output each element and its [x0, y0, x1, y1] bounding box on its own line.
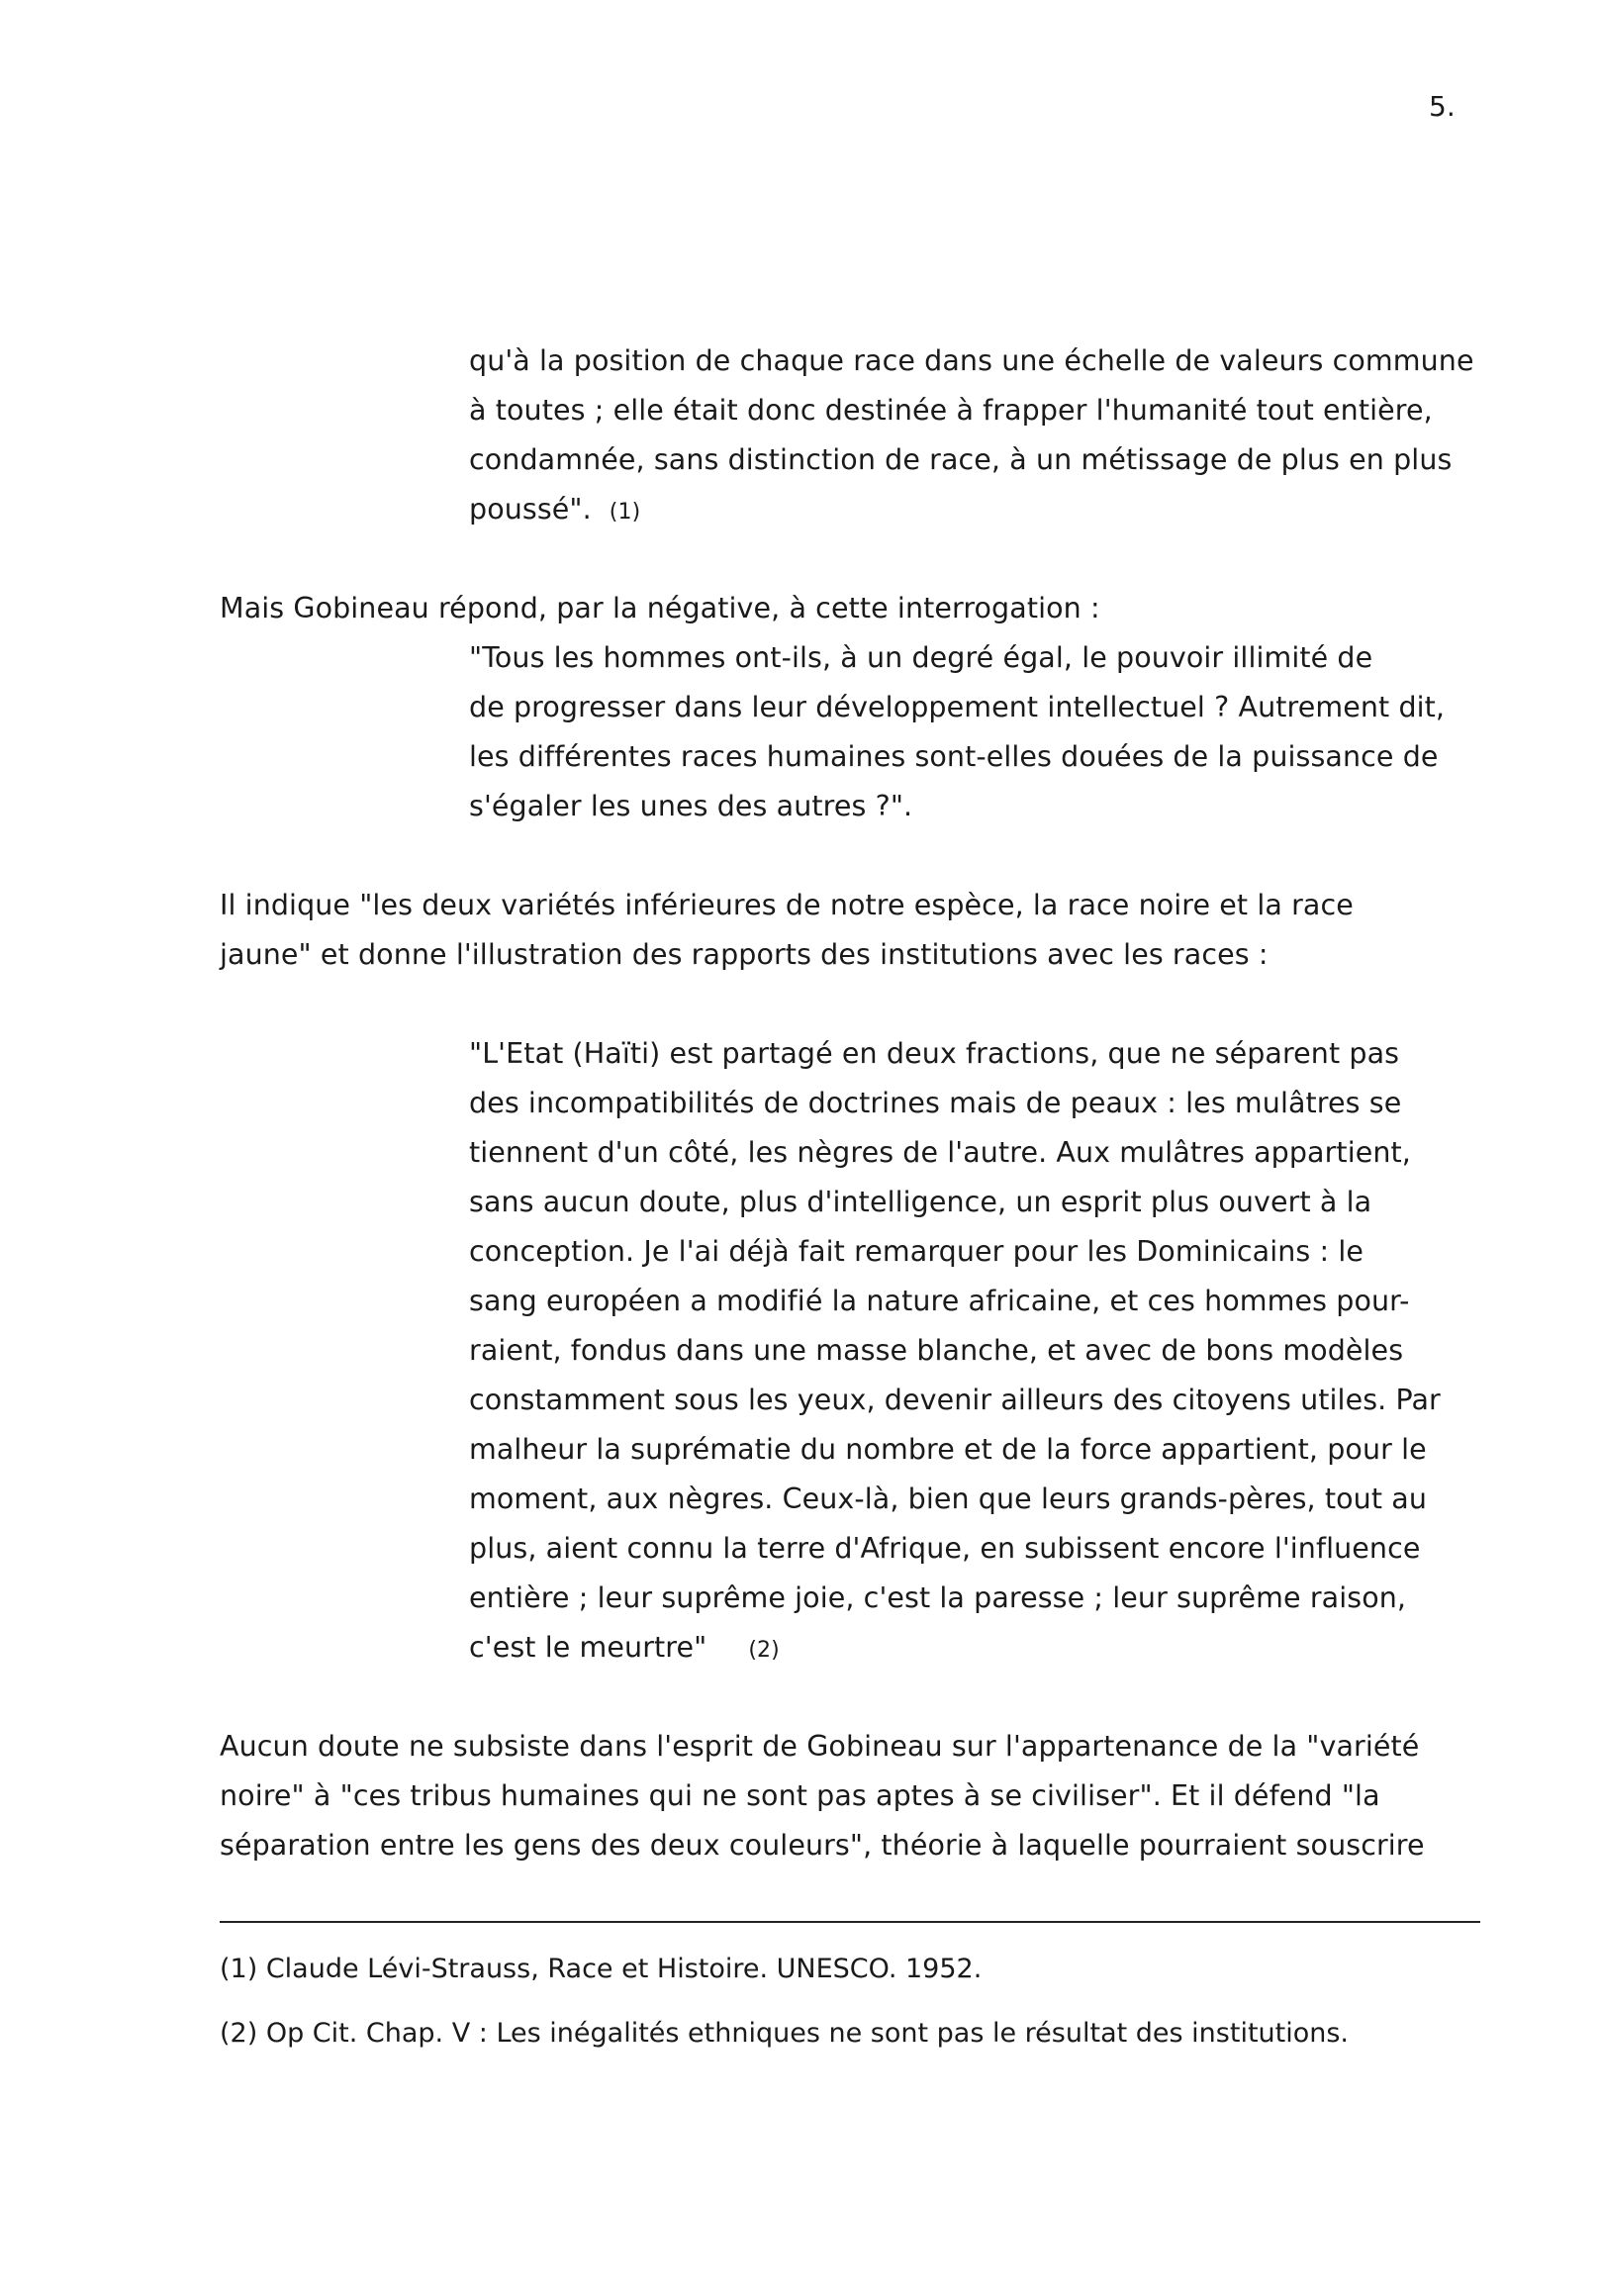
- paragraph-line: séparation entre les gens des deux couleurs", théorie à laquelle pourraient souscrire: [220, 1829, 1425, 1862]
- quote-line: tiennent d'un côté, les nègres de l'autre. Aux mulâtres appartient,: [469, 1136, 1411, 1169]
- quote-line-last: [469, 1628, 780, 1671]
- quote-line-text: poussé".: [469, 493, 592, 526]
- quote-line: qu'à la position de chaque race dans une échelle de valeurs commune: [469, 344, 1474, 377]
- quote-line: plus, aient connu la terre d'Afrique, en subissent encore l'influence: [469, 1532, 1421, 1565]
- quote-line: constamment sous les yeux, devenir ailleurs des citoyens utiles. Par: [469, 1384, 1441, 1416]
- quote-line: raient, fondus dans une masse blanche, et avec de bons modèles: [469, 1334, 1404, 1367]
- quote-line: sang européen a modifié la nature africaine, et ces hommes pour-: [469, 1285, 1410, 1317]
- paragraph-line: noire" à "ces tribus humaines qui ne sont pas aptes à se civiliser". Et il défend "la: [220, 1779, 1380, 1812]
- quote-line: de progresser dans leur développement intellectuel ? Autrement dit,: [469, 691, 1446, 723]
- quote-line: condamnée, sans distinction de race, à un métissage de plus en plus: [469, 443, 1453, 476]
- quote-line: des incompatibilités de doctrines mais de peaux : les mulâtres se: [469, 1087, 1402, 1119]
- footnote-ref-2: (2): [748, 1638, 780, 1663]
- paragraph-line: Aucun doute ne subsiste dans l'esprit de Gobineau sur l'appartenance de la "variété: [220, 1730, 1420, 1763]
- quote-line: "L'Etat (Haïti) est partagé en deux fractions, que ne séparent pas: [469, 1037, 1400, 1070]
- paragraph-intro-question: Mais Gobineau répond, par la négative, à cette interrogation :: [220, 592, 1100, 624]
- quote-line: à toutes ; elle était donc destinée à frapper l'humanité tout entière,: [469, 394, 1433, 427]
- quote-line: entière ; leur suprême joie, c'est la paresse ; leur suprême raison,: [469, 1581, 1407, 1614]
- quote-line: moment, aux nègres. Ceux-là, bien que leurs grands-pères, tout au: [469, 1483, 1427, 1515]
- quote-line: s'égaler les unes des autres ?".: [469, 790, 913, 822]
- quote-line: les différentes races humaines sont-elles douées de la puissance de: [469, 740, 1439, 773]
- quote-line: conception. Je l'ai déjà fait remarquer pour les Dominicains : le: [469, 1235, 1364, 1268]
- quote-line: "Tous les hommes ont-ils, à un degré égal, le pouvoir illimité de: [469, 641, 1373, 674]
- footnote-ref-1: (1): [609, 500, 641, 525]
- footnote-1: (1) Claude Lévi-Strauss, Race et Histoire. UNESCO. 1952.: [220, 1954, 983, 1984]
- paragraph-line: Il indique "les deux variétés inférieures de notre espèce, la race noire et la race: [220, 889, 1354, 921]
- quote-line: sans aucun doute, plus d'intelligence, un esprit plus ouvert à la: [469, 1186, 1372, 1218]
- page-number: 5.: [1429, 90, 1456, 123]
- quote-line-text: c'est le meurtre": [469, 1631, 707, 1664]
- paragraph-line: jaune" et donne l'illustration des rapports des institutions avec les races :: [220, 938, 1269, 971]
- footnote-2: (2) Op Cit. Chap. V : Les inégalités ethniques ne sont pas le résultat des institutions.: [220, 2018, 1350, 2049]
- quote-line: malheur la suprématie du nombre et de la force appartient, pour le: [469, 1433, 1427, 1466]
- footnote-separator: [220, 1921, 1480, 1923]
- quote-line-last: [469, 490, 640, 532]
